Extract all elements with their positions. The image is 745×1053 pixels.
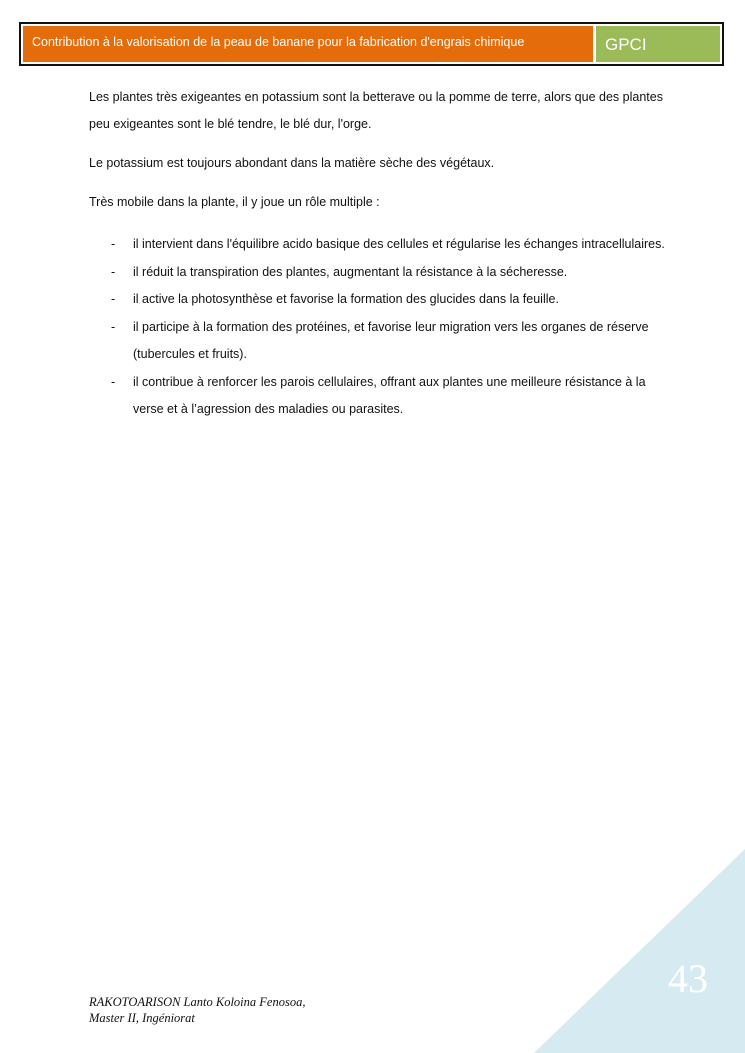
body-content (89, 84, 669, 424)
paragraph: Les plantes très exigeantes en potassium sont la betterave ou la pomme de terre, alors que des plantes peu exigeantes sont le blé tendre, le blé dur, l'orge. (89, 90, 663, 131)
page-header (19, 22, 724, 66)
list-item-text: il active la photosynthèse et favorise la formation des glucides dans la feuille. (133, 292, 559, 306)
list-item-text: il réduit la transpiration des plantes, augmentant la résistance à la sécheresse. (133, 264, 568, 279)
list-item (89, 369, 669, 424)
list-item (89, 259, 669, 287)
bullet-marker: - (111, 237, 116, 251)
footer-degree: Master II, Ingéniorat (89, 1011, 195, 1025)
list-item-text: il participe à la formation des protéines, et favorise leur migration vers les organes de réserve (tubercules et fruits). (133, 319, 649, 361)
bullet-marker: - (111, 374, 116, 389)
list-item-text: il intervient dans l'équilibre acido basique des cellules et régularise les échanges intracellulaires. (133, 237, 665, 251)
bullet-marker: - (111, 319, 116, 334)
page-footer (89, 994, 305, 1026)
list-item (89, 314, 669, 369)
page-number: 43 (668, 956, 708, 1001)
bullet-marker: - (111, 292, 116, 306)
list-item-text: il contribue à renforcer les parois cellulaires, offrant aux plantes une meilleure résistance à la verse et à l’agression des maladies ou parasites. (133, 374, 646, 416)
paragraph: Très mobile dans la plante, il y joue un rôle multiple : (89, 195, 380, 209)
bullet-list (89, 231, 669, 424)
list-item (89, 231, 669, 259)
header-title: Contribution à la valorisation de la peau de banane pour la fabrication d'engrais chimique (23, 26, 593, 62)
footer-author: RAKOTOARISON Lanto Koloina Fenosoa, (89, 995, 306, 1009)
corner-triangle (534, 849, 745, 1053)
page-corner-decoration (534, 849, 745, 1053)
list-item (89, 286, 669, 314)
header-tag: GPCI (596, 26, 720, 62)
bullet-marker: - (111, 264, 116, 279)
paragraph: Le potassium est toujours abondant dans la matière sèche des végétaux. (89, 156, 495, 170)
